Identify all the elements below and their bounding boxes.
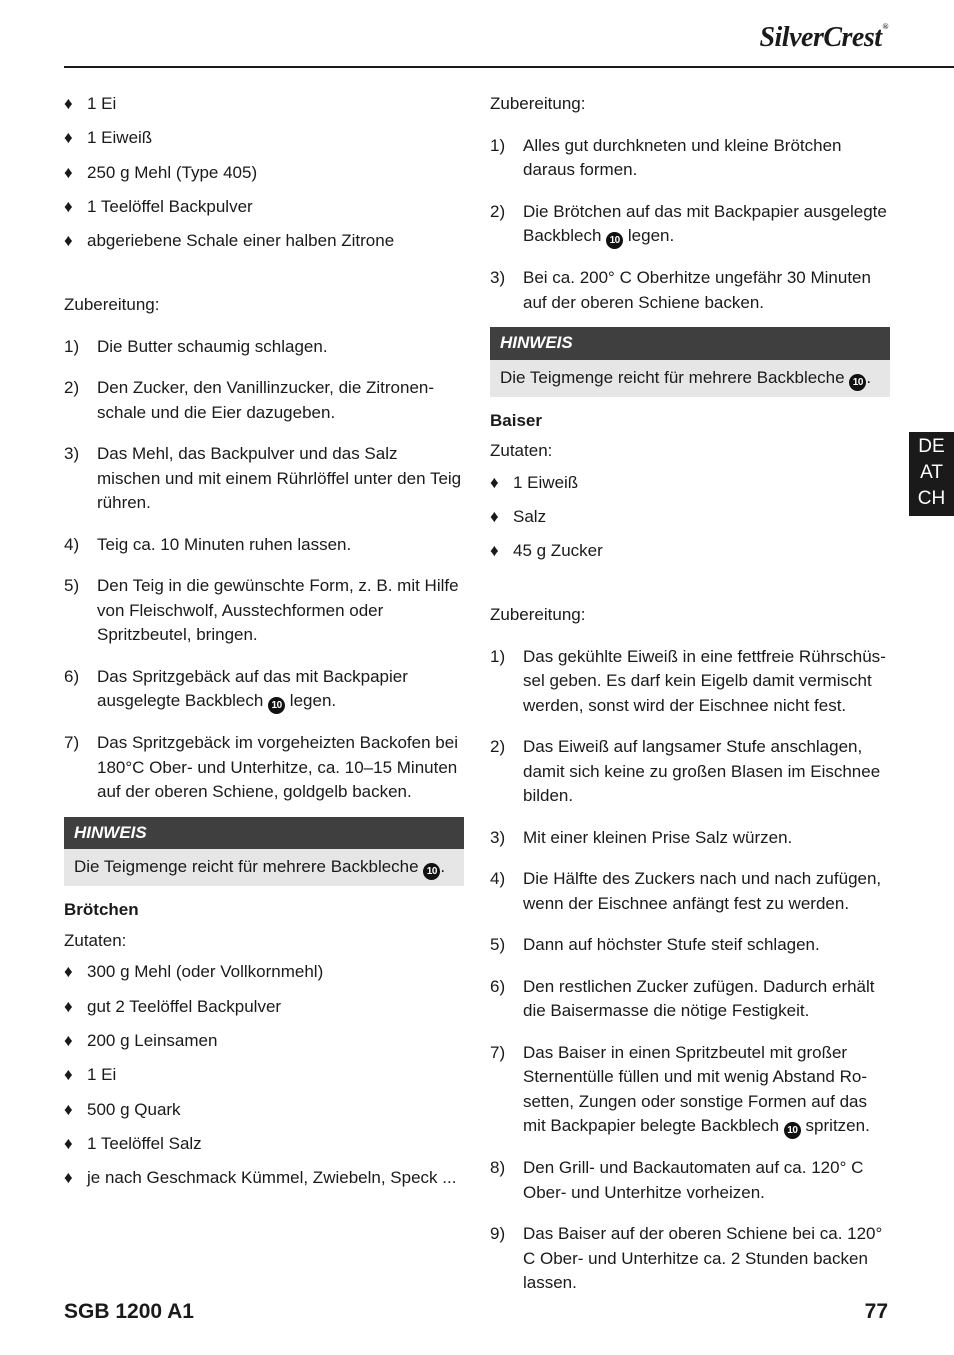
step-item: 5) Den Teig in die gewünschte Form, z. B. mit Hilfe von Fleischwolf, Ausstechformen oder Spritzbeutel, bringen. [64, 576, 459, 645]
lang-ch: CH [917, 488, 946, 509]
step-number: 2) [64, 378, 80, 398]
step-number: 3) [64, 444, 80, 464]
list-item: ♦ 1 Teelöffel Backpulver [64, 195, 464, 220]
left-column [64, 92, 464, 1201]
list-item: ♦ 500 g Quark [64, 1098, 464, 1123]
ref-10-icon: 10 [606, 232, 623, 249]
ingredient-list [490, 471, 890, 564]
step-item: 9) Das Baiser auf der oberen Schiene bei ca. 120° C Ober- und Unterhitze ca. 2 Stunden backen lassen. [490, 1224, 883, 1293]
section-title: Brötchen [64, 900, 139, 920]
step-number: 3) [490, 827, 506, 847]
list-item: ♦ 200 g Leinsamen [64, 1029, 464, 1054]
step-number: 6) [64, 666, 80, 686]
diamond-bullet-icon: ♦ [64, 196, 73, 216]
brand-logo: SilverCrest® [759, 22, 888, 53]
prep-steps [490, 134, 890, 316]
step-item: 3) Mit einer kleinen Prise Salz würzen. [490, 826, 890, 851]
note-text: Die Teigmenge reicht für mehrere Backbleche 10 . [64, 849, 464, 886]
list-item: ♦ 300 g Mehl (oder Vollkornmehl) [64, 960, 464, 985]
ingredients-label: Zutaten: [490, 441, 553, 460]
list-item: ♦ 45 g Zucker [490, 539, 890, 564]
diamond-bullet-icon: ♦ [64, 94, 73, 113]
step-number: 1) [64, 336, 80, 356]
note-box [64, 817, 464, 887]
diamond-bullet-icon: ♦ [64, 1099, 73, 1119]
step-item: 6) Das Spritzgebäck auf das mit Backpapier ausgelegte Backblech 10 legen. [64, 665, 464, 715]
diamond-bullet-icon: ♦ [64, 996, 73, 1016]
list-item: ♦ abgeriebene Schale einer halben Zitrone [64, 229, 464, 254]
step-number: 2) [490, 201, 506, 221]
list-item: ♦ gut 2 Teelöffel Backpulver [64, 995, 464, 1020]
ingredient-list-top [64, 92, 464, 254]
step-number: 6) [490, 976, 506, 996]
section-title: Baiser [490, 410, 542, 430]
step-item: 2) Das Eiweiß auf langsamer Stufe anschlagen, damit sich keine zu großen Blasen im Eischnee bilden. [490, 737, 881, 806]
prep-steps [490, 645, 890, 1296]
prep-label: Zubereitung: [490, 605, 586, 625]
list-item: ♦ je nach Geschmack Kümmel, Zwiebeln, Speck ... [64, 1166, 464, 1191]
list-item: ♦ 1 Eiweiß [490, 471, 890, 496]
step-item: 2) Die Brötchen auf das mit Backpapier ausgelegte Backblech 10 legen. [490, 200, 890, 250]
list-item: ♦ 1 Teelöffel Salz [64, 1132, 464, 1157]
list-item: ♦ 1 Ei [64, 92, 464, 117]
page-number: 77 [864, 1300, 888, 1323]
diamond-bullet-icon: ♦ [64, 231, 73, 251]
diamond-bullet-icon: ♦ [64, 1133, 73, 1153]
language-tab [909, 432, 954, 516]
step-item: 6) Den restlichen Zucker zufügen. Dadurch erhält die Baisermasse die nötige Festigkeit. [490, 976, 875, 1021]
step-number: 5) [64, 576, 80, 596]
diamond-bullet-icon: ♦ [490, 541, 499, 561]
list-item: ♦ 1 Ei [64, 1063, 464, 1088]
step-number: 1) [490, 646, 506, 666]
diamond-bullet-icon: ♦ [64, 1065, 73, 1085]
prep-label: Zubereitung: [64, 295, 160, 315]
diamond-bullet-icon: ♦ [64, 1031, 73, 1051]
note-box [490, 327, 890, 397]
step-number: 4) [490, 869, 506, 889]
ref-10-icon: 10 [268, 697, 285, 714]
step-number: 2) [490, 737, 506, 757]
step-item: 2) Den Zucker, den Vanillinzucker, die Zitronenschale und die Eier dazugeben. [64, 378, 435, 422]
list-item: ♦ 1 Eiweiß [64, 126, 464, 151]
step-item: 3) Bei ca. 200° C Oberhitze ungefähr 30 Minuten auf der oberen Schiene backen. [490, 268, 871, 312]
lang-at: AT [920, 462, 943, 483]
ref-10-icon: 10 [423, 863, 440, 880]
model-number: SGB 1200 A1 [64, 1300, 194, 1323]
step-item: 1) Alles gut durchkneten und kleine Brötchen daraus formen. [490, 135, 842, 179]
diamond-bullet-icon: ♦ [64, 1168, 73, 1188]
diamond-bullet-icon: ♦ [64, 962, 73, 982]
step-item: 7) Das Baiser in einen Spritzbeutel mit großer Sternentülle füllen und mit wenig Abstand Rosetten, Zungen oder sonstige Formen auf das mit Backpapier belegte Backblech 10 spritzen. [490, 1041, 890, 1140]
prep-label: Zubereitung: [490, 94, 586, 113]
step-number: 7) [490, 1042, 506, 1062]
diamond-bullet-icon: ♦ [64, 128, 73, 148]
list-item: ♦ Salz [490, 505, 890, 530]
step-number: 1) [490, 135, 506, 155]
right-column [490, 92, 890, 1302]
step-item: 5) Dann auf höchster Stufe steif schlagen. [490, 933, 890, 958]
note-text: Die Teigmenge reicht für mehrere Backbleche 10 . [490, 360, 890, 397]
diamond-bullet-icon: ♦ [490, 506, 499, 526]
step-item: 1) Die Butter schaumig schlagen. [64, 335, 464, 360]
diamond-bullet-icon: ♦ [490, 472, 499, 492]
lang-de: DE [918, 436, 945, 457]
step-number: 7) [64, 733, 80, 753]
step-item: 7) Das Spritzgebäck im vorgeheizten Backofen bei 180°C Ober- und Unterhitze, ca. 10–15 Minuten auf der oberen Schiene, goldgelb backen. [64, 733, 458, 802]
step-number: 8) [490, 1158, 506, 1178]
prep-steps [64, 335, 464, 805]
ref-10-icon: 10 [849, 374, 866, 391]
ref-10-icon: 10 [784, 1122, 801, 1139]
step-number: 9) [490, 1224, 506, 1244]
note-title: HINWEIS [64, 817, 464, 850]
step-item: 1) Das gekühlte Eiweiß in eine fettfreie Rührschüssel geben. Es darf kein Eigelb damit vermischt werden, sonst wird der Eischnee nicht fest. [490, 646, 886, 715]
ingredients-label: Zutaten: [64, 930, 127, 950]
step-item: 3) Das Mehl, das Backpulver und das Salz mischen und mit einem Rührlöffel unter den Teig rühren. [64, 444, 462, 513]
step-number: 5) [490, 935, 506, 955]
list-item: ♦ 250 g Mehl (Type 405) [64, 161, 464, 186]
diamond-bullet-icon: ♦ [64, 162, 73, 182]
step-number: 4) [64, 534, 80, 554]
ingredient-list [64, 960, 464, 1190]
step-number: 3) [490, 268, 506, 287]
header-rule [64, 66, 954, 68]
step-item: 4) Die Hälfte des Zuckers nach und nach zufügen, wenn der Eischnee anfängt fest zu werden. [490, 869, 882, 913]
step-item: 8) Den Grill- und Backautomaten auf ca. 120° C Ober- und Unterhitze vorheizen. [490, 1158, 864, 1202]
step-item: 4) Teig ca. 10 Minuten ruhen lassen. [64, 533, 464, 558]
note-title: HINWEIS [490, 327, 890, 360]
